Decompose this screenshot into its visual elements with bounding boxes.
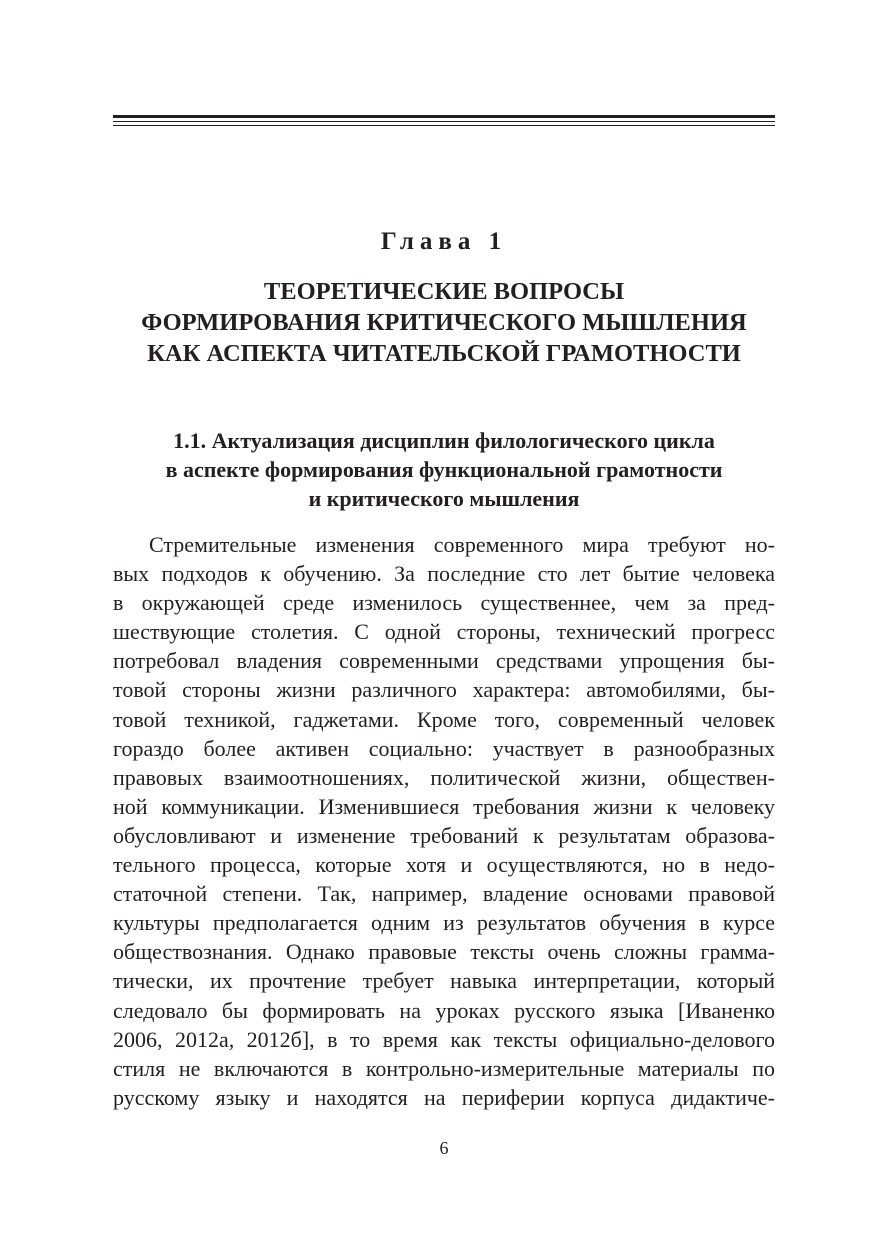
body-line: обусловливают и изменение требований к результатам образова-: [113, 822, 775, 848]
chapter-title-line: КАК АСПЕКТА ЧИТАТЕЛЬСКОЙ ГРАМОТНОСТИ: [147, 340, 741, 367]
chapter-title: [100, 276, 788, 369]
section-title: [100, 426, 788, 513]
header-rule-thick: [113, 115, 775, 118]
body-paragraph: [113, 530, 775, 1112]
section-title-line: и критического мышления: [308, 486, 580, 511]
body-line: 2006, 2012а, 2012б], в то время как тексты официально-делового: [113, 1026, 775, 1052]
body-line: шествующие столетия. С одной стороны, технический прогресс: [113, 619, 775, 645]
body-line: культуры предполагается одним из результатов обучения в курсе: [113, 910, 775, 936]
body-line: товой техникой, гаджетами. Кроме того, современный человек: [113, 706, 775, 732]
body-line: вых подходов к обучению. За последние сто лет бытие человека: [113, 561, 775, 587]
chapter-label: Глава 1: [380, 228, 508, 255]
body-line: товой стороны жизни различного характера: автомобилями, бы-: [113, 677, 775, 703]
body-line: потребовал владения современными средствами упрощения бы-: [113, 648, 775, 674]
page-number: 6: [439, 1138, 449, 1158]
body-line: гораздо более активен социально: участвует в разнообразных: [113, 735, 775, 761]
body-line: русскому языку и находятся на периферии корпуса дидактиче-: [113, 1084, 775, 1110]
chapter-title-line: ТЕОРЕТИЧЕСКИЕ ВОПРОСЫ: [263, 278, 625, 305]
body-line: в окружающей среде изменилось существеннее, чем за пред-: [113, 590, 775, 616]
section-title-line: 1.1. Актуализация дисциплин филологического цикла: [173, 428, 715, 453]
body-line: тически, их прочтение требует навыка интерпретации, который: [113, 968, 775, 994]
body-line: стиля не включаются в контрольно-измерительные материалы по: [113, 1055, 775, 1081]
body-line: тельного процесса, которые хотя и осуществляются, но в недо-: [113, 852, 775, 878]
header-rule-thin-1: [113, 121, 775, 122]
section-title-line: в аспекте формирования функциональной грамотности: [165, 457, 723, 482]
body-line: ной коммуникации. Изменившиеся требования жизни к человеку: [113, 793, 775, 819]
body-line: следовало бы формировать на уроках русского языка [Иваненко: [113, 997, 775, 1023]
body-line: статочной степени. Так, например, владение основами правовой: [113, 881, 775, 907]
body-line: обществознания. Однако правовые тексты очень сложны грамма-: [113, 939, 775, 965]
header-rule-thin-2: [113, 125, 775, 126]
body-line: правовых взаимоотношениях, политической жизни, обществен-: [113, 764, 775, 790]
body-line: Стремительные изменения современного мира требуют но-: [149, 532, 775, 557]
chapter-title-line: ФОРМИРОВАНИЯ КРИТИЧЕСКОГО МЫШЛЕНИЯ: [141, 309, 747, 336]
